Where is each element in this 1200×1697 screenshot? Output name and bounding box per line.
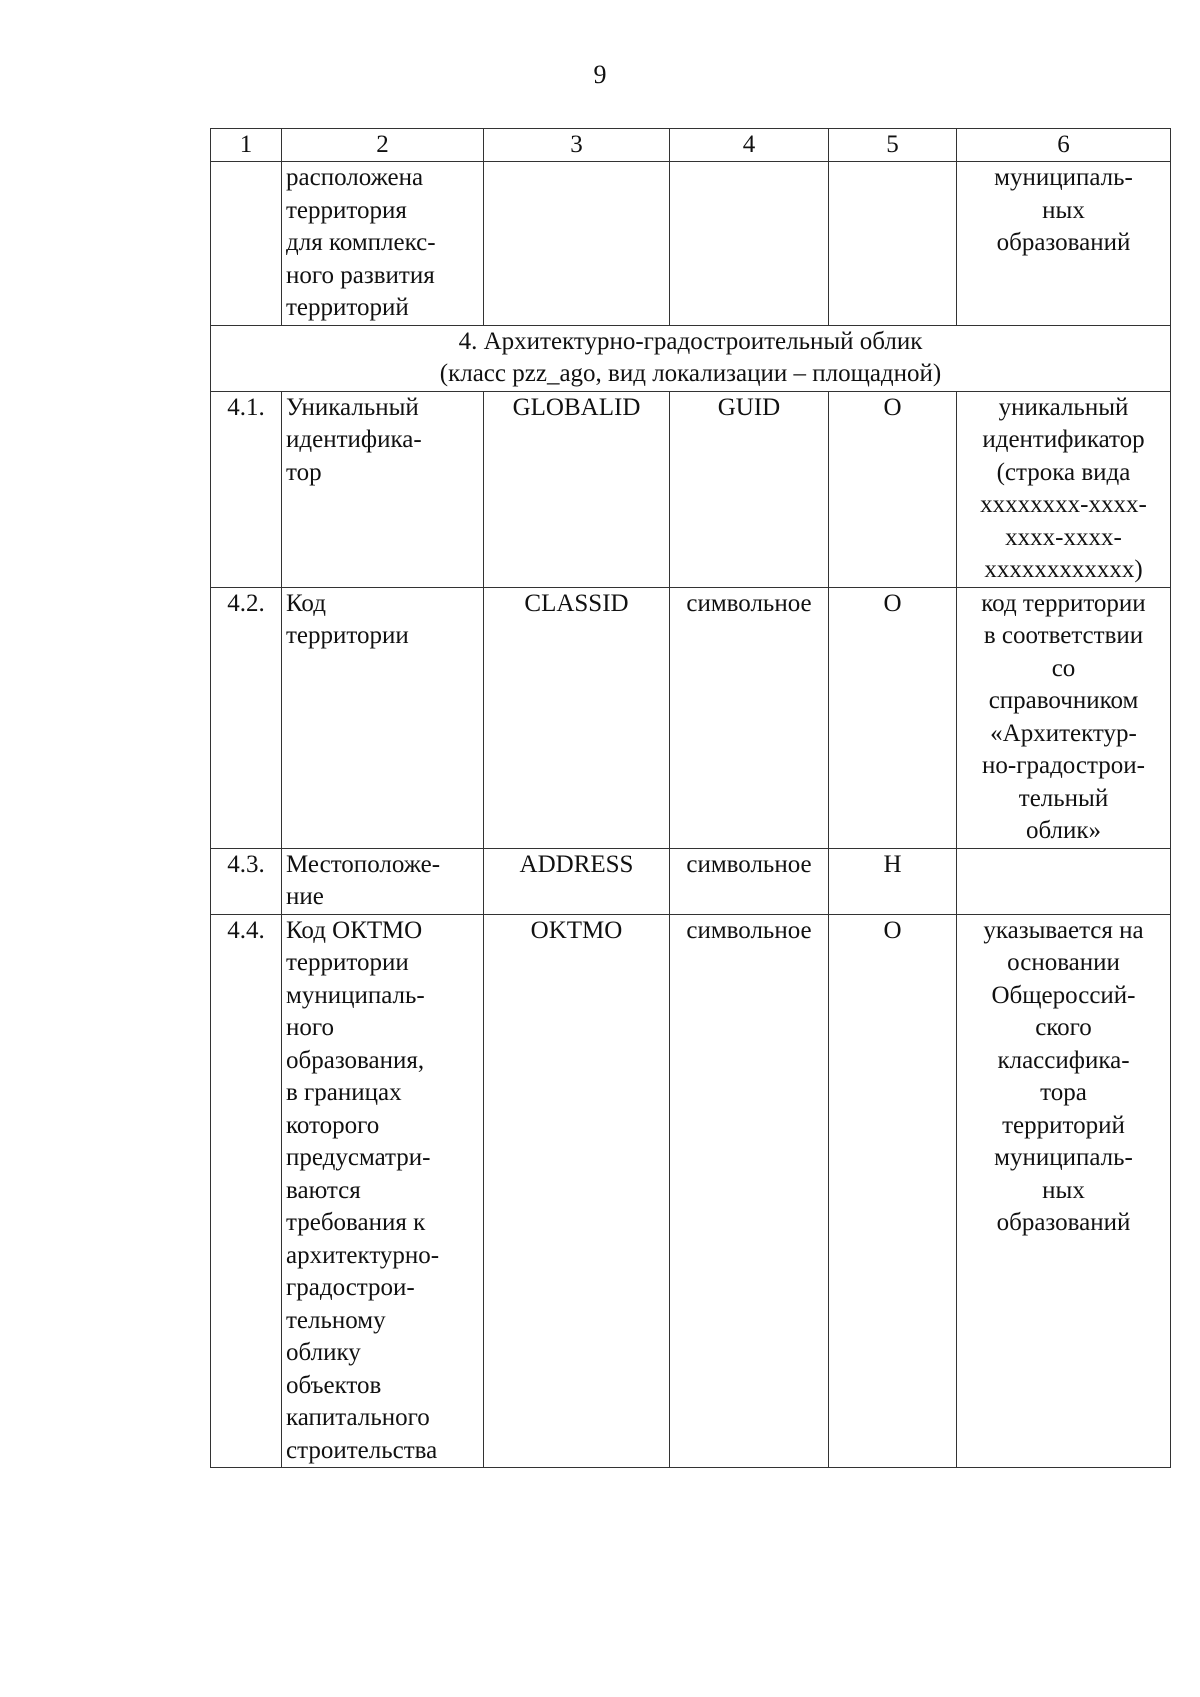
column-number-1: 1 <box>211 129 282 162</box>
attribute-name-line: ваются <box>286 1176 361 1204</box>
attribute-name-line: ние <box>286 883 324 910</box>
description-line: со <box>1051 654 1076 682</box>
description-line: муниципаль- <box>994 1144 1133 1171</box>
attribute-name-line: тельному <box>286 1306 386 1334</box>
description-line: территорий <box>1002 1111 1125 1139</box>
attribute-name-cell <box>282 914 484 1468</box>
field-type-cell: символьное <box>670 914 829 1468</box>
description-line: код территории <box>981 589 1146 617</box>
description-line: тельный <box>1018 784 1109 812</box>
description-line: справочником <box>988 687 1139 714</box>
attribute-rows <box>211 391 1171 1468</box>
table-row <box>211 914 1171 1468</box>
table-row <box>211 587 1171 848</box>
attribute-name-line: идентифика- <box>286 426 422 453</box>
text-line: для комплекс- <box>286 229 436 256</box>
attribute-name-line: муниципаль- <box>286 981 425 1009</box>
description-line: xxxxxxxxxxxx) <box>984 556 1143 583</box>
row-number-cell: 4.4. <box>211 914 282 1468</box>
text-line: муниципаль- <box>994 164 1133 191</box>
required-flag-cell: О <box>829 391 957 587</box>
continuation-name-cell <box>282 162 484 326</box>
row-number-cell: 4.2. <box>211 587 282 848</box>
description-line: в соответствии <box>983 622 1144 649</box>
continuation-type-cell <box>670 162 829 326</box>
required-flag-cell: О <box>829 914 957 1468</box>
continuation-row <box>211 162 1171 326</box>
attribute-name-line: территории <box>286 622 409 649</box>
field-name-cell: CLASSID <box>484 587 670 848</box>
description-line: уникальный <box>998 393 1129 421</box>
description-line: образований <box>996 1209 1131 1236</box>
description-line: ных <box>1042 1176 1085 1204</box>
field-type-cell: символьное <box>670 587 829 848</box>
section-header-row <box>211 325 1171 391</box>
description-cell <box>957 914 1171 1468</box>
description-line: указывается на <box>983 916 1144 944</box>
description-line: ского <box>1035 1014 1092 1041</box>
required-flag-cell: Н <box>829 848 957 914</box>
table-row <box>211 391 1171 587</box>
attribute-table <box>210 128 1171 1468</box>
required-flag-cell: О <box>829 587 957 848</box>
attribute-name-line: Код <box>286 589 326 617</box>
description-line: «Архитектур- <box>990 719 1137 747</box>
column-number-2: 2 <box>282 129 484 162</box>
attribute-name-line: Местоположе- <box>286 850 441 878</box>
description-cell <box>957 391 1171 587</box>
row-number-cell: 4.3. <box>211 848 282 914</box>
description-line: xxxxxxxx-xxxx- <box>980 491 1147 518</box>
attribute-name-line: образования, <box>286 1046 425 1074</box>
field-type-cell: GUID <box>670 391 829 587</box>
row-number-cell: 4.1. <box>211 391 282 587</box>
text-line: ных <box>1042 196 1085 224</box>
attribute-name-line: требования к <box>286 1209 426 1236</box>
attribute-name-line: Уникальный <box>286 393 419 421</box>
field-type-cell: символьное <box>670 848 829 914</box>
attribute-name-line: ного <box>286 1014 335 1041</box>
attribute-name-line: в границах <box>286 1079 402 1106</box>
attribute-name-cell <box>282 587 484 848</box>
description-line: Общероссий- <box>991 981 1136 1009</box>
attribute-name-line: капитального <box>286 1404 430 1431</box>
attribute-name-line: тор <box>286 458 322 486</box>
attribute-name-line: облику <box>286 1339 361 1366</box>
text-line: расположена <box>286 164 424 191</box>
description-line: xxxx-xxxx- <box>1005 523 1122 551</box>
field-name-cell: OKTMO <box>484 914 670 1468</box>
section-title <box>211 325 1171 391</box>
section-title-line-1: 4. Архитектурно-градостроительный облик <box>458 327 923 355</box>
text-line: территорий <box>286 294 409 321</box>
description-cell <box>957 848 1171 914</box>
attribute-name-line: территории <box>286 949 409 976</box>
attribute-name-line: строительства <box>286 1436 438 1464</box>
attribute-name-line: градострои- <box>286 1274 415 1301</box>
attribute-name-line: которого <box>286 1111 380 1139</box>
attribute-name-line: объектов <box>286 1371 382 1399</box>
description-line: основании <box>1007 949 1120 976</box>
description-line: тора <box>1040 1079 1087 1106</box>
description-line: (строка вида <box>996 458 1131 486</box>
table-header-row <box>211 129 1171 162</box>
section-title-line-2: (класс pzz_ago, вид локализации – площадной) <box>439 360 942 387</box>
column-number-5: 5 <box>829 129 957 162</box>
attribute-name-cell <box>282 391 484 587</box>
description-cell <box>957 587 1171 848</box>
column-number-4: 4 <box>670 129 829 162</box>
column-number-6: 6 <box>957 129 1171 162</box>
description-line: облик» <box>1025 817 1102 844</box>
continuation-description-cell <box>957 162 1171 326</box>
description-line: идентификатор <box>982 426 1145 453</box>
continuation-num-cell <box>211 162 282 326</box>
attribute-name-line: архитектурно- <box>286 1241 440 1269</box>
text-line: ного развития <box>286 261 435 289</box>
text-line: образований <box>996 229 1131 256</box>
attribute-name-line: предусматри- <box>286 1144 431 1171</box>
text-line: территория <box>286 196 407 224</box>
continuation-field-cell <box>484 162 670 326</box>
attribute-name-line: Код ОКТМО <box>286 916 423 944</box>
field-name-cell: ADDRESS <box>484 848 670 914</box>
page-number: 9 <box>593 60 607 89</box>
continuation-required-cell <box>829 162 957 326</box>
attribute-name-cell <box>282 848 484 914</box>
description-line: классифика- <box>997 1046 1130 1074</box>
description-line: но-градострои- <box>982 752 1145 779</box>
table-row <box>211 848 1171 914</box>
field-name-cell: GLOBALID <box>484 391 670 587</box>
column-number-3: 3 <box>484 129 670 162</box>
